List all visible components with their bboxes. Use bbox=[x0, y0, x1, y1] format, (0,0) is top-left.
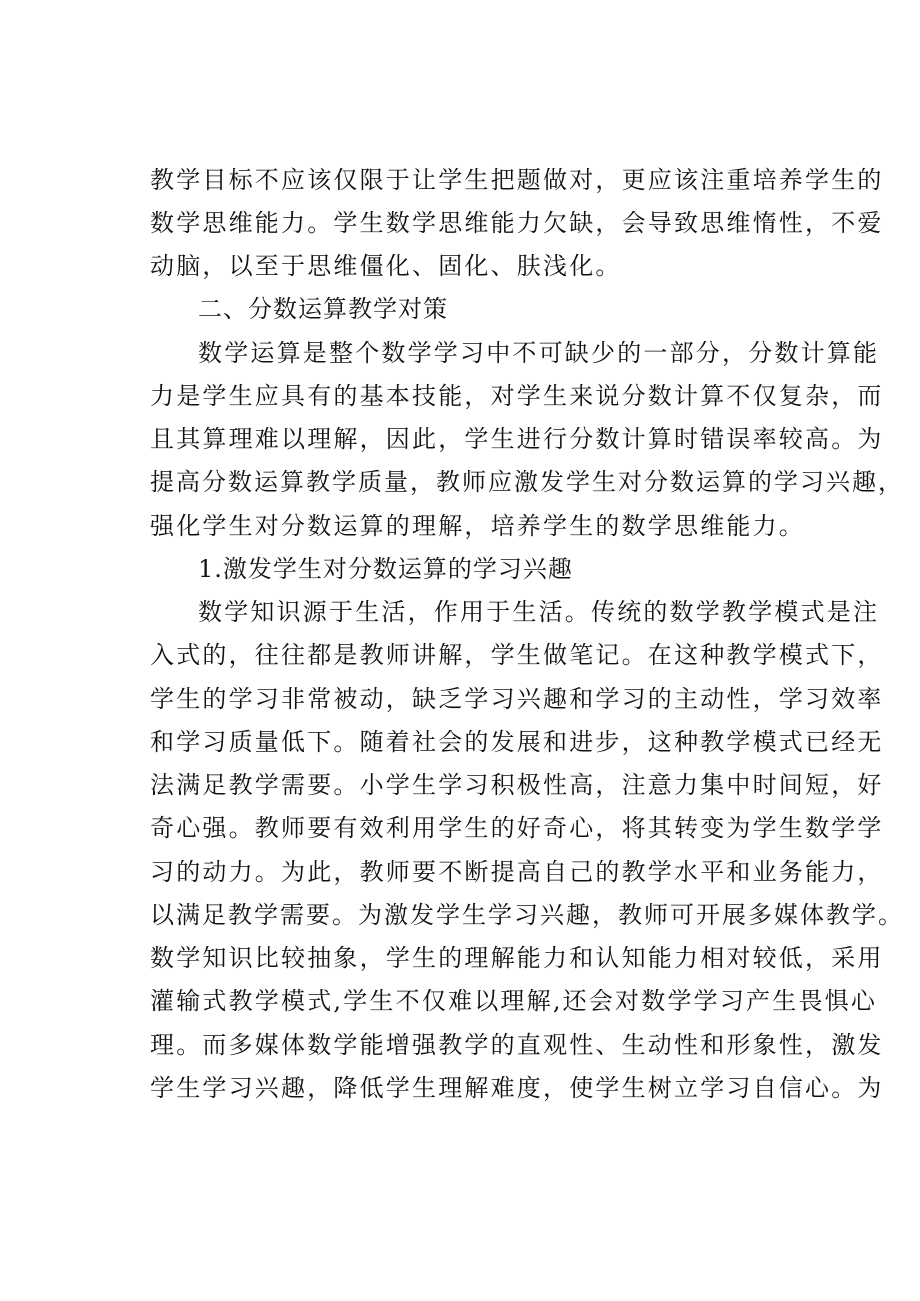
text-line: 和学习质量低下。随着社会的发展和进步，这种教学模式已经无 bbox=[150, 728, 884, 756]
text-line: 提高分数运算教学质量，教师应激发学生对分数运算的学习兴趣， bbox=[150, 468, 904, 496]
subsection-heading: 1.激发学生对分数运算的学习兴趣 bbox=[198, 555, 573, 583]
text-line: 法满足教学需要。小学生学习积极性高，注意力集中时间短，好 bbox=[150, 771, 884, 799]
text-line: 以满足教学需要。为激发学生学习兴趣，教师可开展多媒体教学。 bbox=[150, 901, 904, 929]
text-line: 动脑，以至于思维僵化、固化、肤浅化。 bbox=[150, 252, 622, 280]
text-line: 学生学习兴趣，降低学生理解难度，使学生树立学习自信心。为 bbox=[150, 1074, 884, 1102]
text-line: 入式的，往往都是教师讲解，学生做笔记。在这种教学模式下， bbox=[150, 641, 884, 669]
text-line: 灌输式教学模式,学生不仅难以理解,还会对数学学习产生畏惧心 bbox=[150, 987, 878, 1015]
text-line: 学生的学习非常被动，缺乏学习兴趣和学习的主动性，学习效率 bbox=[150, 685, 884, 713]
text-line: 习的动力。为此，教师要不断提高自己的教学水平和业务能力， bbox=[150, 858, 884, 886]
text-line: 数学知识比较抽象，学生的理解能力和认知能力相对较低，采用 bbox=[150, 944, 884, 972]
text-line: 数学运算是整个数学学习中不可缺少的一部分，分数计算能 bbox=[198, 339, 880, 367]
text-line: 强化学生对分数运算的理解，培养学生的数学思维能力。 bbox=[150, 512, 805, 540]
text-line: 理。而多媒体数学能增强教学的直观性、生动性和形象性，激发 bbox=[150, 1031, 884, 1059]
text-line: 奇心强。教师要有效利用学生的好奇心，将其转变为学生数学学 bbox=[150, 814, 884, 842]
text-line: 数学知识源于生活，作用于生活。传统的数学教学模式是注 bbox=[198, 598, 880, 626]
text-line: 数学思维能力。学生数学思维能力欠缺，会导致思维惰性，不爱 bbox=[150, 209, 884, 237]
section-heading: 二、分数运算教学对策 bbox=[198, 295, 448, 323]
text-line: 且其算理难以理解，因此，学生进行分数计算时错误率较高。为 bbox=[150, 425, 884, 453]
text-line: 力是学生应具有的基本技能，对学生来说分数计算不仅复杂，而 bbox=[150, 382, 884, 410]
text-line: 教学目标不应该仅限于让学生把题做对，更应该注重培养学生的 bbox=[150, 166, 884, 194]
